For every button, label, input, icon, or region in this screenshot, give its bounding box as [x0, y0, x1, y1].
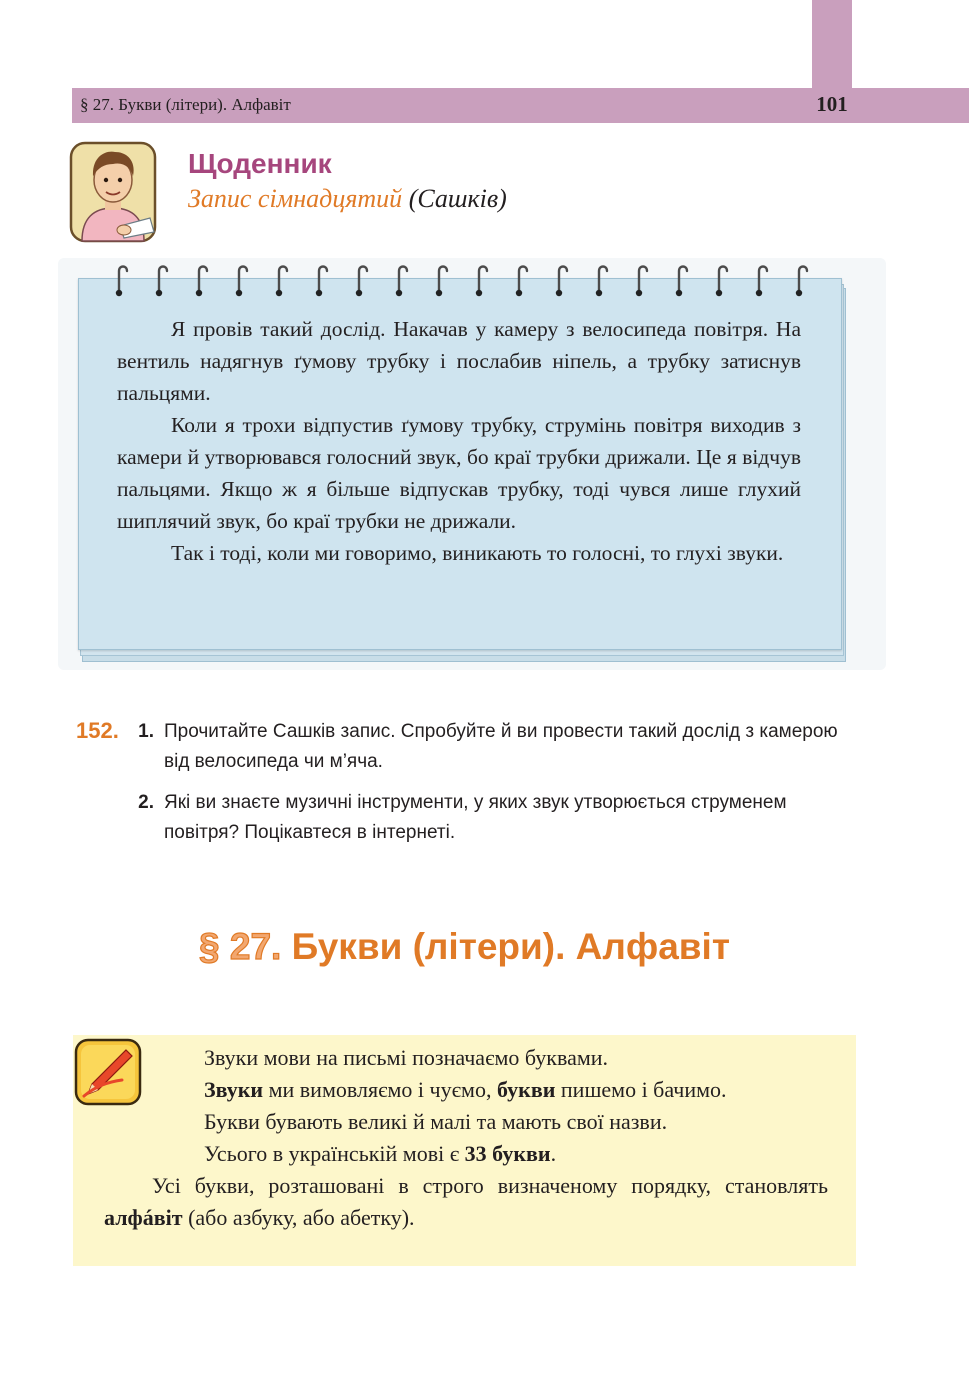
- rule-text-fragment: пишемо і бачимо.: [555, 1077, 727, 1102]
- rule-paragraph: [104, 1170, 828, 1234]
- rule-text-fragment: (або азбуку, або абетку).: [182, 1205, 415, 1230]
- bold-term: алфáвіт: [104, 1205, 183, 1230]
- spiral-ring-icon: [79, 261, 841, 301]
- boy-avatar-icon: [68, 140, 158, 244]
- task-item-text: Які ви знаєте музичні інструменти, у яких звук утворюється струменем повітря? Поцікавтеся в інтернеті.: [164, 792, 787, 843]
- diary-title: Щоденник: [188, 148, 332, 179]
- diary-entry-label: Запис сімнадцятий: [188, 184, 403, 213]
- task-item-number: 1.: [138, 721, 154, 742]
- section-heading: [0, 926, 929, 968]
- task-number: 152.: [76, 718, 119, 743]
- bold-term: букви: [496, 1077, 556, 1102]
- section-title: Букви (літери). Алфавіт: [291, 926, 730, 967]
- rule-text-fragment: .: [550, 1141, 557, 1166]
- rule-line-2: [104, 1074, 828, 1106]
- diary-subtitle: [188, 184, 507, 214]
- rule-text-fragment: Усі букви, розташовані в строго визначеному порядку, становлять: [152, 1173, 828, 1198]
- diary-author: (Сашків): [408, 184, 507, 213]
- bold-term: Звуки: [204, 1077, 264, 1102]
- page-number: 101: [816, 92, 848, 116]
- task-item-text: Прочитайте Сашків запис. Спробуйте й ви провести такий дослід з камерою від велосипеда чи м’яча.: [164, 721, 838, 772]
- diary-text: [117, 313, 801, 569]
- rule-line-3: Букви бувають великі й малі та мають свої назви.: [204, 1109, 668, 1134]
- rule-line-1: Звуки мови на письмі позначаємо буквами.: [204, 1045, 609, 1070]
- running-header: § 27. Букви (літери). Алфавіт: [80, 95, 291, 114]
- diary-paragraph-1: Я провів такий дослід. Накачав у камеру з велосипеда повітря. На вентиль надягнув ґумову трубку і послабив ніпель, а трубку затиснув пальцями.: [117, 317, 801, 405]
- bold-term: 33 букви: [464, 1141, 551, 1166]
- section-number: § 27.: [199, 926, 282, 967]
- rule-text-fragment: Усього в українській мові є: [204, 1141, 465, 1166]
- diary-paragraph-3: Так і тоді, коли ми говоримо, виникають то голосні, то глухі звуки.: [171, 541, 784, 565]
- diary-paragraph-2: Коли я трохи відпустив ґумову трубку, струмінь повітря виходив з камери й утворювався голосний звук, бо краї трубки дрижали. Це я відчув пальцями. Якщо ж я більше відпускав трубку, тоді чувся лише глухий шиплячий звук, бо краї трубки не дрижали.: [117, 413, 801, 533]
- rule-text: [104, 1042, 828, 1234]
- rule-line-4: [104, 1138, 828, 1170]
- diary-notebook: [78, 278, 842, 650]
- rule-text-fragment: ми вимовляємо і чуємо,: [263, 1077, 497, 1102]
- task-item-number: 2.: [138, 792, 154, 813]
